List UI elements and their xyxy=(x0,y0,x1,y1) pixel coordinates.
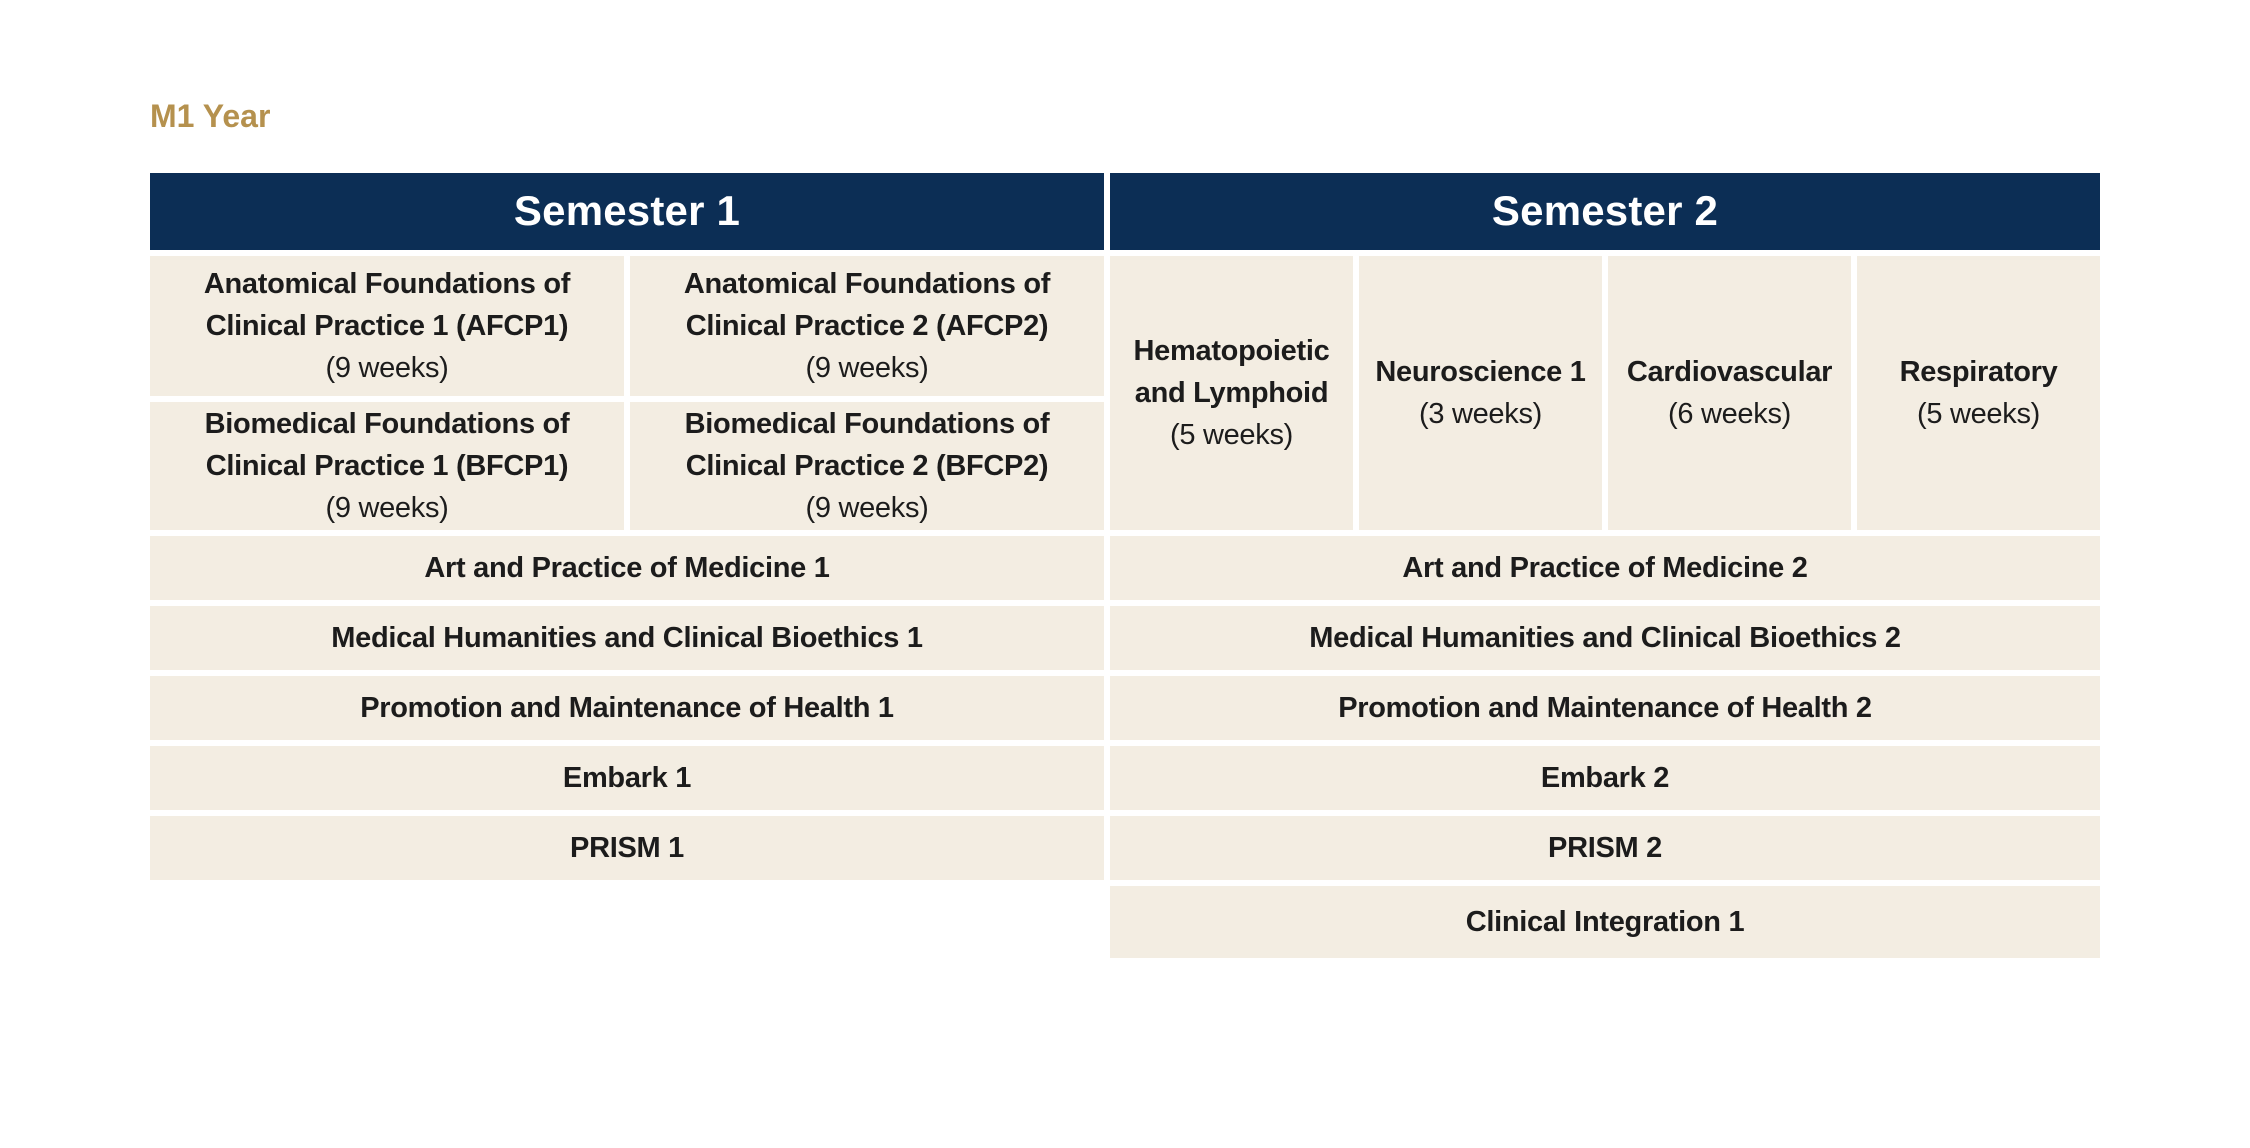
course-duration: (9 weeks) xyxy=(805,491,929,524)
semester-2-column xyxy=(1110,173,2100,958)
semester-2-course-blocks xyxy=(1110,256,2100,530)
m1-curriculum-table xyxy=(150,173,2100,958)
course-duration: (5 weeks) xyxy=(1917,397,2040,430)
course-duration: (5 weeks) xyxy=(1170,418,1293,451)
page xyxy=(0,98,2250,1148)
course-duration: (9 weeks) xyxy=(325,351,449,384)
course-name: Anatomical Foundations of Clinical Practice 2 (AFCP2) xyxy=(683,267,1051,342)
cell-bfcp2 xyxy=(630,402,1104,530)
course-name: Hematopoietic and Lymphoid xyxy=(1133,334,1330,409)
course-duration: (6 weeks) xyxy=(1668,397,1791,430)
cell-cardiovascular xyxy=(1608,256,1851,530)
cell-afcp1 xyxy=(150,256,624,396)
row-art-and-practice-of-medicine-1: Art and Practice of Medicine 1 xyxy=(150,536,1104,600)
row-prism-2: PRISM 2 xyxy=(1110,816,2100,880)
row-embark-1: Embark 1 xyxy=(150,746,1104,810)
course-duration: (3 weeks) xyxy=(1419,397,1542,430)
row-medical-humanities-and-clinical-bioethics-2: Medical Humanities and Clinical Bioethics 2 xyxy=(1110,606,2100,670)
row-clinical-integration-1: Clinical Integration 1 xyxy=(1110,886,2100,958)
course-duration: (9 weeks) xyxy=(325,491,449,524)
semester-1-column xyxy=(150,173,1104,880)
course-duration: (9 weeks) xyxy=(805,351,929,384)
row-art-and-practice-of-medicine-2: Art and Practice of Medicine 2 xyxy=(1110,536,2100,600)
row-embark-2: Embark 2 xyxy=(1110,746,2100,810)
row-prism-1: PRISM 1 xyxy=(150,816,1104,880)
row-medical-humanities-and-clinical-bioethics-1: Medical Humanities and Clinical Bioethics 1 xyxy=(150,606,1104,670)
page-title: M1 Year xyxy=(150,98,271,134)
cell-neuroscience-1 xyxy=(1359,256,1602,530)
course-name: Anatomical Foundations of Clinical Practice 1 (AFCP1) xyxy=(203,267,571,342)
cell-hematopoietic-and-lymphoid xyxy=(1110,256,1353,530)
cell-bfcp1 xyxy=(150,402,624,530)
cell-respiratory xyxy=(1857,256,2100,530)
course-name: Biomedical Foundations of Clinical Practice 2 (BFCP2) xyxy=(684,407,1050,482)
semester-1-course-blocks xyxy=(150,256,1104,530)
cell-afcp2 xyxy=(630,256,1104,396)
course-name: Respiratory xyxy=(1899,355,2058,388)
semester-1-header: Semester 1 xyxy=(150,173,1104,250)
course-name: Cardiovascular xyxy=(1626,355,1833,388)
row-promotion-and-maintenance-of-health-1: Promotion and Maintenance of Health 1 xyxy=(150,676,1104,740)
semester-2-header: Semester 2 xyxy=(1110,173,2100,250)
row-promotion-and-maintenance-of-health-2: Promotion and Maintenance of Health 2 xyxy=(1110,676,2100,740)
course-name: Neuroscience 1 xyxy=(1375,355,1586,388)
course-name: Biomedical Foundations of Clinical Practice 1 (BFCP1) xyxy=(204,407,570,482)
